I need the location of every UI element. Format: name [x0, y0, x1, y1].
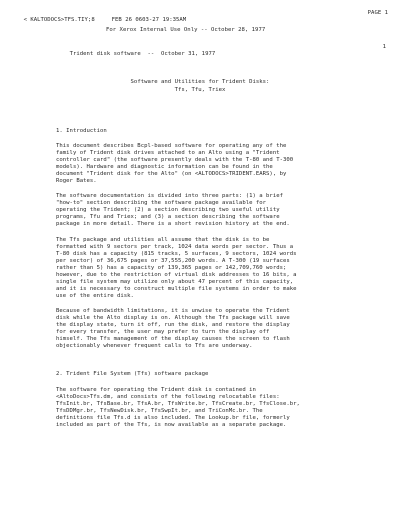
text-line: TfsInit.br, TfsBase.br, TfsA.br, TfsWrite.br, TfsCreate.br, TfsClose.br,	[56, 401, 300, 407]
text-line: programs, Tfu and Triex; and (3) a section describing the software	[56, 214, 280, 220]
file-header-text: < KALTODOCS>TFS.TIY;8 FEB 26 0603-27 19:35AM	[23, 17, 187, 23]
text-line: definitions file Tfs.d is also included. The Lookup.br file, formerly	[56, 415, 290, 421]
paragraph-intro-1	[56, 143, 386, 185]
page-label: PAGE 1	[367, 10, 388, 16]
text-line: operating the Trident; (2) a section describing two useful utility	[56, 207, 280, 213]
text-line: family of Trident disk drives attached to an Alto using a "Trident	[56, 150, 280, 156]
text-line: document "Trident disk for the Alto" (on <ALTODOCS>TRIDENT.EARS), by	[56, 171, 287, 177]
text-line: himself. The Tfs management of the display causes the screen to flash	[56, 336, 290, 342]
text-line: and it is necessary to construct multiple file systems in order to make	[56, 286, 297, 292]
paragraph-intro-2	[56, 193, 386, 228]
text-line: models). Hardware and diagnostic information can be found in the	[56, 164, 273, 170]
document-title-line-1: Software and Utilities for Trident Disks:	[130, 79, 270, 85]
text-line: however, due to the restriction of virtual disk addresses to 16 bits, a	[56, 272, 297, 278]
text-line: The software for operating the Trident disk is contained in	[56, 387, 256, 393]
text-line: The software documentation is divided into three parts: (1) a brief	[56, 193, 283, 199]
text-line: <AltoDocs>Tfs.dm, and consists of the following relocatable files:	[56, 394, 280, 400]
text-line: included as part of the Tfs, is now available as a separate package.	[56, 422, 287, 428]
paragraph-intro-3	[56, 237, 386, 300]
text-line: This document describes Bcpl-based software for operating any of the	[56, 143, 287, 149]
text-line: per sector) of 36,675 pages or 37,555,200 words. A T-300 (19 surfaces	[56, 258, 290, 264]
text-line: T-80 disk has a capacity (815 tracks, 5 surfaces, 9 sectors, 1024 words	[56, 251, 297, 257]
paragraph-intro-4	[56, 308, 386, 350]
text-line: disk while the Alto display is on. Although the Tfs package will save	[56, 315, 290, 321]
text-line: package in more detail. There is a short revision history at the end.	[56, 221, 290, 227]
text-line: "how-to" section describing the software package available for	[56, 200, 267, 206]
text-line: The Tfs package and utilities all assume that the disk is to be	[56, 237, 270, 243]
text-line: for every transfer, the user may prefer to turn the display off	[56, 329, 270, 335]
section-heading-tfs: 2. Trident File System (Tfs) software package	[56, 371, 209, 377]
text-line: formatted with 9 sectors per track, 1024 data words per sector. Thus a	[56, 244, 294, 250]
section-heading-introduction: 1. Introduction	[56, 128, 107, 134]
text-line: Because of bandwidth limitations, it is unwise to operate the Trident	[56, 308, 290, 314]
document-title-line-2: Tfs, Tfu, Triex	[174, 87, 226, 93]
page-number: 1	[382, 44, 386, 50]
text-line: the display state, turn it off, run the disk, and restore the display	[56, 322, 290, 328]
text-line: objectionably whenever frequent calls to Tfs are underway.	[56, 343, 253, 349]
text-line: Roger Bates.	[56, 178, 97, 184]
text-line: use of the entire disk.	[56, 293, 134, 299]
text-line: single file system may utilize only about 47 percent of this capacity,	[56, 279, 294, 285]
internal-use-notice: For Xerox Internal Use Only -- October 28, 1977	[106, 27, 266, 33]
paragraph-tfs-1	[56, 387, 386, 429]
running-head-text: Trident disk software -- October 31, 1977	[69, 51, 216, 57]
text-line: rather than 5) has a capacity of 139,365 pages or 142,709,760 words;	[56, 265, 287, 271]
running-head	[56, 44, 386, 72]
text-line: TfsDDMgr.br, TfsNewDisk.br, TfsSwpIt.br, and TriConMc.br. The	[56, 408, 263, 414]
text-line: controller card" (the software presently deals with the T-80 and T-300	[56, 157, 294, 163]
